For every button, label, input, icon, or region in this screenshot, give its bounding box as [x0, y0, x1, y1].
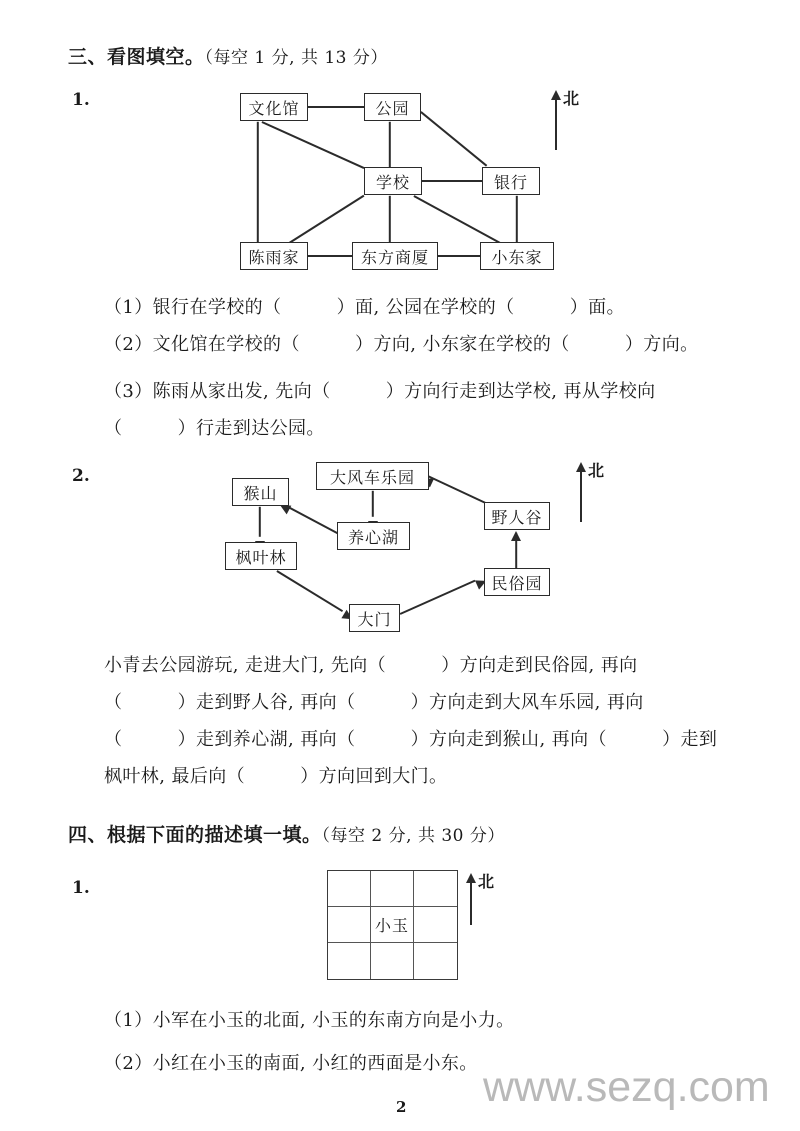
north-arrow-3 — [464, 873, 514, 931]
question2-line-3: （ ）走到养心湖, 再向（ ）方向走到猴山, 再向（ ）走到 — [104, 729, 718, 750]
node-label: 民俗园 — [491, 573, 543, 593]
north-label: 北 — [478, 872, 496, 891]
north-arrow-2 — [574, 462, 624, 524]
edge-mall-xiaodong — [438, 255, 480, 257]
edge-windmill-lake — [372, 491, 374, 517]
node-label: 小东家 — [491, 247, 543, 267]
north-arrow-shaft — [580, 470, 582, 522]
north-label: 北 — [563, 89, 581, 108]
node-label: 大门 — [357, 609, 392, 629]
edge-monkeyhill-maple — [259, 507, 261, 537]
node-label: 公园 — [375, 98, 410, 118]
section-three-title: 三、看图填空。 — [68, 46, 205, 68]
node-heart-lake — [337, 522, 410, 550]
node-xiaodong-home — [480, 242, 554, 270]
question1-number: 1. — [72, 90, 90, 110]
section-three-score: （每空 1 分, 共 13 分） — [204, 48, 388, 68]
question1-line-2: （2）文化馆在学校的（ ）方向, 小东家在学校的（ ）方向。 — [104, 334, 699, 355]
grid-cell-sw — [328, 943, 371, 979]
node-label: 银行 — [493, 172, 528, 192]
grid-cell-center: 小玉 — [371, 907, 414, 943]
node-folk-garden — [484, 568, 550, 596]
edge-bank-xiaodong — [516, 196, 518, 244]
arrowhead-folkgarden-savage — [511, 531, 521, 541]
edge-lake-monkeyhill — [281, 503, 340, 535]
node-maple-forest — [225, 542, 297, 570]
edge-school-bank — [422, 180, 482, 182]
grid-cell-e — [414, 907, 457, 943]
edge-maple-gate — [277, 570, 343, 612]
north-label: 北 — [588, 461, 606, 480]
grid-cell-s — [371, 943, 414, 979]
node-label: 陈雨家 — [248, 247, 300, 267]
question1-line-1: （1）银行在学校的（ ）面, 公园在学校的（ ）面。 — [104, 297, 625, 318]
node-windmill-park — [316, 462, 429, 490]
direction-grid — [327, 870, 458, 980]
node-culture-center — [240, 93, 308, 121]
grid-cell-n — [371, 871, 414, 907]
question3-line-1: （1）小军在小玉的北面, 小玉的东南方向是小力。 — [104, 1010, 515, 1031]
site-watermark: www.sezq.com — [483, 1063, 770, 1111]
question2-line-2: （ ）走到野人谷, 再向（ ）方向走到大风车乐园, 再向 — [104, 692, 644, 713]
edge-savage-windmill — [425, 474, 489, 505]
north-arrow-shaft — [470, 881, 472, 925]
section-heading-four — [68, 820, 505, 847]
question2-line-1: 小青去公园游玩, 走进大门, 先向（ ）方向走到民俗园, 再向 — [104, 655, 638, 676]
grid-cell-nw — [328, 871, 371, 907]
section-four-title: 四、根据下面的描述填一填。 — [68, 824, 322, 846]
question1-line-4: （ ）行走到达公园。 — [104, 418, 325, 439]
edge-chenyu-mall — [308, 255, 352, 257]
node-park — [364, 93, 421, 121]
node-savage-valley — [484, 502, 550, 530]
edge-park-school — [389, 122, 391, 168]
edge-school-mall — [389, 196, 391, 244]
north-arrow-shaft — [555, 98, 557, 150]
grid-cell-se — [414, 943, 457, 979]
node-label: 野人谷 — [491, 507, 543, 527]
node-school — [364, 167, 422, 195]
question3-line-2: （2）小红在小玉的南面, 小红的西面是小东。 — [104, 1053, 478, 1074]
question3-number: 1. — [72, 878, 90, 898]
edge-gate-folkgarden — [400, 580, 476, 615]
north-arrow-1 — [549, 90, 599, 152]
edge-culture-chenyu — [257, 122, 259, 243]
node-label: 学校 — [375, 172, 410, 192]
page-number: 2 — [396, 1098, 407, 1116]
node-label: 猴山 — [243, 483, 278, 503]
node-bank — [482, 167, 540, 195]
edge-culture-park — [308, 106, 364, 108]
section-four-score: （每空 2 分, 共 30 分） — [321, 826, 505, 846]
question2-line-4: 枫叶林, 最后向（ ）方向回到大门。 — [104, 766, 448, 787]
node-dongfang-mall — [352, 242, 438, 270]
node-monkey-hill — [232, 478, 289, 506]
node-label: 枫叶林 — [235, 547, 287, 567]
node-label: 东方商厦 — [360, 247, 429, 267]
question1-line-3: （3）陈雨从家出发, 先向（ ）方向行走到达学校, 再从学校向 — [104, 381, 656, 402]
node-label: 文化馆 — [248, 98, 300, 118]
grid-cell-ne — [414, 871, 457, 907]
question2-number: 2. — [72, 466, 90, 486]
node-label: 大风车乐园 — [329, 467, 415, 487]
grid-cell-w — [328, 907, 371, 943]
node-label: 养心湖 — [347, 527, 399, 547]
node-chenyu-home — [240, 242, 308, 270]
node-main-gate — [349, 604, 400, 632]
